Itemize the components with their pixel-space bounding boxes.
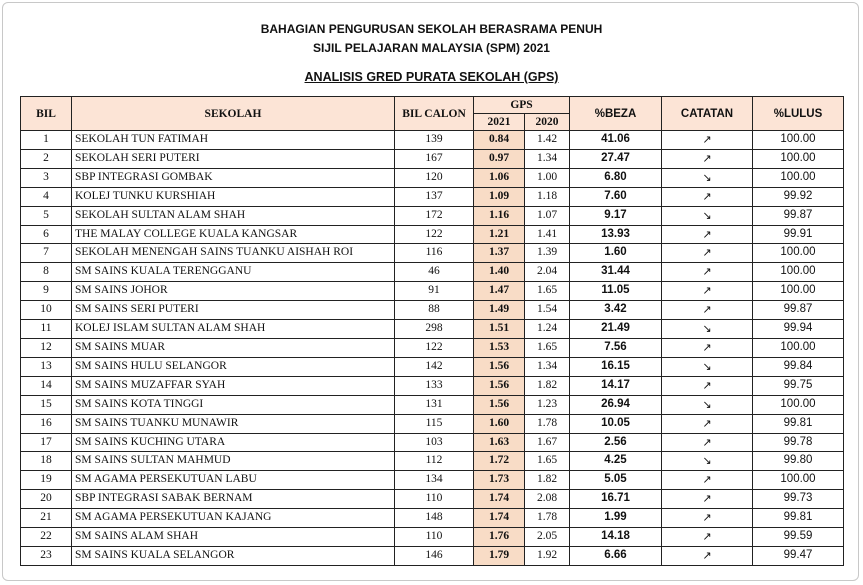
row-lulus: 99.94 <box>753 320 844 339</box>
row-lulus: 99.87 <box>753 301 844 320</box>
row-bil: 13 <box>21 357 72 376</box>
row-catatan <box>662 244 753 263</box>
row-lulus: 100.00 <box>753 263 844 282</box>
row-bil: 2 <box>21 149 72 168</box>
row-sekolah: SM SAINS KOTA TINGGI <box>72 395 395 414</box>
row-catatan <box>662 546 753 565</box>
row-beza: 26.94 <box>570 395 662 414</box>
row-lulus: 99.84 <box>753 357 844 376</box>
table-row <box>21 357 844 376</box>
arrow-up-right-icon: ↗ <box>702 473 712 487</box>
row-gps-2020: 1.41 <box>525 225 570 244</box>
col-bil-calon: BIL CALON <box>395 97 474 131</box>
row-bil: 4 <box>21 187 72 206</box>
row-beza: 27.47 <box>570 149 662 168</box>
arrow-up-right-icon: ↗ <box>702 530 712 544</box>
row-bil: 22 <box>21 528 72 547</box>
table-row <box>21 414 844 433</box>
row-beza: 14.17 <box>570 376 662 395</box>
row-sekolah: SBP INTEGRASI SABAK BERNAM <box>72 490 395 509</box>
row-bil: 12 <box>21 338 72 357</box>
table-row <box>21 395 844 414</box>
row-gps-2020: 1.07 <box>525 206 570 225</box>
col-lulus: %LULUS <box>753 97 844 131</box>
table-row <box>21 528 844 547</box>
row-catatan <box>662 168 753 187</box>
row-sekolah: SEKOLAH MENENGAH SAINS TUANKU AISHAH ROI <box>72 244 395 263</box>
row-gps-2020: 1.24 <box>525 320 570 339</box>
row-bil-calon: 116 <box>395 244 474 263</box>
row-gps-2021: 1.56 <box>474 395 525 414</box>
row-lulus: 100.00 <box>753 131 844 150</box>
gps-table <box>20 96 844 566</box>
col-gps: GPS <box>474 97 570 114</box>
row-beza: 5.05 <box>570 471 662 490</box>
row-sekolah: KOLEJ TUNKU KURSHIAH <box>72 187 395 206</box>
row-beza: 16.71 <box>570 490 662 509</box>
row-bil-calon: 134 <box>395 471 474 490</box>
row-lulus: 100.00 <box>753 244 844 263</box>
row-sekolah: SM AGAMA PERSEKUTUAN KAJANG <box>72 509 395 528</box>
row-gps-2020: 1.34 <box>525 357 570 376</box>
row-lulus: 99.87 <box>753 206 844 225</box>
row-gps-2021: 1.73 <box>474 471 525 490</box>
report-title-analysis <box>0 70 863 84</box>
row-lulus: 99.75 <box>753 376 844 395</box>
row-lulus: 99.91 <box>753 225 844 244</box>
row-catatan <box>662 509 753 528</box>
row-bil: 16 <box>21 414 72 433</box>
row-gps-2021: 1.47 <box>474 282 525 301</box>
row-lulus: 100.00 <box>753 395 844 414</box>
arrow-down-right-icon: ↘ <box>702 170 712 184</box>
row-catatan <box>662 282 753 301</box>
row-bil-calon: 146 <box>395 546 474 565</box>
row-bil-calon: 139 <box>395 131 474 150</box>
row-beza: 7.56 <box>570 338 662 357</box>
row-gps-2020: 1.78 <box>525 509 570 528</box>
row-beza: 16.15 <box>570 357 662 376</box>
row-gps-2020: 1.42 <box>525 131 570 150</box>
table-row <box>21 301 844 320</box>
arrow-up-right-icon: ↗ <box>702 511 712 525</box>
row-bil: 1 <box>21 131 72 150</box>
row-beza: 6.66 <box>570 546 662 565</box>
report-title-exam: SIJIL PELAJARAN MALAYSIA (SPM) 2021 <box>313 41 550 55</box>
row-gps-2021: 1.60 <box>474 414 525 433</box>
row-beza: 4.25 <box>570 452 662 471</box>
row-gps-2021: 1.72 <box>474 452 525 471</box>
row-bil-calon: 112 <box>395 452 474 471</box>
table-row <box>21 376 844 395</box>
row-catatan <box>662 206 753 225</box>
row-catatan <box>662 263 753 282</box>
row-catatan <box>662 414 753 433</box>
row-lulus: 99.47 <box>753 546 844 565</box>
arrow-down-right-icon: ↘ <box>702 359 712 373</box>
row-bil-calon: 142 <box>395 357 474 376</box>
row-catatan <box>662 338 753 357</box>
row-lulus: 100.00 <box>753 471 844 490</box>
row-bil: 6 <box>21 225 72 244</box>
row-sekolah: KOLEJ ISLAM SULTAN ALAM SHAH <box>72 320 395 339</box>
row-bil: 14 <box>21 376 72 395</box>
row-lulus: 99.81 <box>753 414 844 433</box>
row-bil: 21 <box>21 509 72 528</box>
row-gps-2020: 1.34 <box>525 149 570 168</box>
row-bil-calon: 137 <box>395 187 474 206</box>
row-gps-2020: 1.82 <box>525 471 570 490</box>
table-row <box>21 509 844 528</box>
row-beza: 3.42 <box>570 301 662 320</box>
row-beza: 2.56 <box>570 433 662 452</box>
row-sekolah: SM SAINS MUAR <box>72 338 395 357</box>
row-lulus: 99.92 <box>753 187 844 206</box>
row-lulus: 100.00 <box>753 168 844 187</box>
row-bil-calon: 122 <box>395 338 474 357</box>
row-catatan <box>662 131 753 150</box>
row-beza: 1.60 <box>570 244 662 263</box>
row-gps-2021: 1.79 <box>474 546 525 565</box>
arrow-up-right-icon: ↗ <box>702 227 712 241</box>
table-row <box>21 320 844 339</box>
row-beza: 21.49 <box>570 320 662 339</box>
row-bil: 18 <box>21 452 72 471</box>
row-gps-2020: 1.39 <box>525 244 570 263</box>
arrow-up-right-icon: ↗ <box>702 151 712 165</box>
row-sekolah: SM SAINS KUCHING UTARA <box>72 433 395 452</box>
table-row <box>21 490 844 509</box>
row-bil-calon: 133 <box>395 376 474 395</box>
table-row <box>21 263 844 282</box>
row-catatan <box>662 357 753 376</box>
row-catatan <box>662 490 753 509</box>
row-gps-2021: 1.56 <box>474 376 525 395</box>
arrow-up-right-icon: ↗ <box>702 416 712 430</box>
row-gps-2020: 1.65 <box>525 452 570 471</box>
row-bil-calon: 122 <box>395 225 474 244</box>
row-bil-calon: 110 <box>395 528 474 547</box>
row-lulus: 100.00 <box>753 282 844 301</box>
row-lulus: 99.73 <box>753 490 844 509</box>
arrow-up-right-icon: ↗ <box>702 378 712 392</box>
row-gps-2021: 0.84 <box>474 131 525 150</box>
row-catatan <box>662 187 753 206</box>
row-bil-calon: 88 <box>395 301 474 320</box>
arrow-up-right-icon: ↗ <box>702 548 712 562</box>
row-bil: 11 <box>21 320 72 339</box>
arrow-up-right-icon: ↗ <box>702 265 712 279</box>
row-gps-2020: 2.08 <box>525 490 570 509</box>
row-gps-2020: 2.04 <box>525 263 570 282</box>
row-sekolah: SM SAINS JOHOR <box>72 282 395 301</box>
arrow-up-right-icon: ↗ <box>702 133 712 146</box>
table-row <box>21 225 844 244</box>
row-beza: 31.44 <box>570 263 662 282</box>
arrow-up-right-icon: ↗ <box>702 284 712 298</box>
arrow-down-right-icon: ↘ <box>702 454 712 468</box>
row-beza: 41.06 <box>570 131 662 150</box>
row-bil: 3 <box>21 168 72 187</box>
row-gps-2020: 1.18 <box>525 187 570 206</box>
table-row <box>21 433 844 452</box>
row-beza: 10.05 <box>570 414 662 433</box>
col-sekolah: SEKOLAH <box>72 97 395 131</box>
row-gps-2021: 1.63 <box>474 433 525 452</box>
table-row <box>21 187 844 206</box>
row-sekolah: SM SAINS TUANKU MUNAWIR <box>72 414 395 433</box>
col-catatan: CATATAN <box>662 97 753 131</box>
row-bil: 8 <box>21 263 72 282</box>
row-catatan <box>662 225 753 244</box>
row-sekolah: SM SAINS SULTAN MAHMUD <box>72 452 395 471</box>
row-sekolah: SM SAINS SERI PUTERI <box>72 301 395 320</box>
table-row <box>21 206 844 225</box>
row-gps-2020: 1.65 <box>525 282 570 301</box>
row-sekolah: SEKOLAH SULTAN ALAM SHAH <box>72 206 395 225</box>
row-gps-2021: 1.16 <box>474 206 525 225</box>
row-beza: 14.18 <box>570 528 662 547</box>
row-gps-2020: 1.00 <box>525 168 570 187</box>
row-sekolah: SEKOLAH SERI PUTERI <box>72 149 395 168</box>
arrow-up-right-icon: ↗ <box>702 303 712 317</box>
table-row <box>21 244 844 263</box>
analysis-heading: ANALISIS GRED PURATA SEKOLAH (GPS) <box>304 70 559 84</box>
table-row <box>21 131 844 150</box>
row-sekolah: SM SAINS KUALA SELANGOR <box>72 546 395 565</box>
row-beza: 11.05 <box>570 282 662 301</box>
row-bil: 9 <box>21 282 72 301</box>
row-catatan <box>662 471 753 490</box>
arrow-down-right-icon: ↘ <box>702 397 712 411</box>
row-lulus: 99.78 <box>753 433 844 452</box>
table-row <box>21 471 844 490</box>
row-bil: 17 <box>21 433 72 452</box>
row-gps-2020: 1.54 <box>525 301 570 320</box>
table-row <box>21 168 844 187</box>
row-lulus: 99.81 <box>753 509 844 528</box>
row-gps-2021: 1.40 <box>474 263 525 282</box>
row-gps-2020: 1.65 <box>525 338 570 357</box>
row-beza: 13.93 <box>570 225 662 244</box>
col-gps-2020: 2020 <box>525 114 570 131</box>
row-sekolah: SBP INTEGRASI GOMBAK <box>72 168 395 187</box>
row-lulus: 99.59 <box>753 528 844 547</box>
arrow-up-right-icon: ↗ <box>702 246 712 260</box>
table-row <box>21 282 844 301</box>
row-gps-2021: 1.76 <box>474 528 525 547</box>
row-bil: 5 <box>21 206 72 225</box>
table-row <box>21 452 844 471</box>
row-bil: 7 <box>21 244 72 263</box>
row-gps-2020: 2.05 <box>525 528 570 547</box>
row-gps-2021: 1.53 <box>474 338 525 357</box>
row-bil-calon: 131 <box>395 395 474 414</box>
row-catatan <box>662 528 753 547</box>
row-sekolah: SM SAINS ALAM SHAH <box>72 528 395 547</box>
row-sekolah: SM SAINS HULU SELANGOR <box>72 357 395 376</box>
row-gps-2021: 1.56 <box>474 357 525 376</box>
arrow-up-right-icon: ↗ <box>702 492 712 506</box>
row-gps-2021: 1.74 <box>474 490 525 509</box>
row-catatan <box>662 395 753 414</box>
row-lulus: 99.80 <box>753 452 844 471</box>
row-gps-2021: 1.21 <box>474 225 525 244</box>
row-beza: 9.17 <box>570 206 662 225</box>
row-gps-2020: 1.92 <box>525 546 570 565</box>
row-gps-2020: 1.82 <box>525 376 570 395</box>
row-bil-calon: 298 <box>395 320 474 339</box>
row-gps-2020: 1.23 <box>525 395 570 414</box>
row-lulus: 100.00 <box>753 149 844 168</box>
row-sekolah: THE MALAY COLLEGE KUALA KANGSAR <box>72 225 395 244</box>
row-gps-2021: 1.06 <box>474 168 525 187</box>
row-gps-2020: 1.67 <box>525 433 570 452</box>
row-beza: 6.80 <box>570 168 662 187</box>
col-gps-2021: 2021 <box>474 114 525 131</box>
row-bil-calon: 110 <box>395 490 474 509</box>
arrow-down-right-icon: ↘ <box>702 208 712 222</box>
row-bil-calon: 167 <box>395 149 474 168</box>
row-bil: 20 <box>21 490 72 509</box>
table-row <box>21 338 844 357</box>
row-gps-2020: 1.78 <box>525 414 570 433</box>
table-row <box>21 149 844 168</box>
row-catatan <box>662 320 753 339</box>
row-sekolah: SEKOLAH TUN FATIMAH <box>72 131 395 150</box>
row-catatan <box>662 433 753 452</box>
row-bil-calon: 148 <box>395 509 474 528</box>
row-catatan <box>662 149 753 168</box>
row-bil-calon: 115 <box>395 414 474 433</box>
col-beza: %BEZA <box>570 97 662 131</box>
row-catatan <box>662 301 753 320</box>
arrow-up-right-icon: ↗ <box>702 435 712 449</box>
report-title-department: BAHAGIAN PENGURUSAN SEKOLAH BERASRAMA PENUH <box>260 22 603 36</box>
row-beza: 1.99 <box>570 509 662 528</box>
table-row <box>21 546 844 565</box>
col-bil: BIL <box>21 97 72 131</box>
row-bil: 19 <box>21 471 72 490</box>
row-gps-2021: 1.37 <box>474 244 525 263</box>
row-bil-calon: 103 <box>395 433 474 452</box>
row-gps-2021: 1.49 <box>474 301 525 320</box>
row-bil: 10 <box>21 301 72 320</box>
row-bil: 15 <box>21 395 72 414</box>
row-sekolah: SM SAINS KUALA TERENGGANU <box>72 263 395 282</box>
row-bil-calon: 46 <box>395 263 474 282</box>
row-bil-calon: 172 <box>395 206 474 225</box>
row-sekolah: SM SAINS MUZAFFAR SYAH <box>72 376 395 395</box>
row-gps-2021: 0.97 <box>474 149 525 168</box>
row-catatan <box>662 452 753 471</box>
arrow-up-right-icon: ↗ <box>702 189 712 203</box>
row-gps-2021: 1.51 <box>474 320 525 339</box>
header-row <box>21 97 844 114</box>
row-bil-calon: 91 <box>395 282 474 301</box>
row-lulus: 100.00 <box>753 338 844 357</box>
row-bil: 23 <box>21 546 72 565</box>
row-gps-2021: 1.09 <box>474 187 525 206</box>
row-sekolah: SM AGAMA PERSEKUTUAN LABU <box>72 471 395 490</box>
row-gps-2021: 1.74 <box>474 509 525 528</box>
row-catatan <box>662 376 753 395</box>
arrow-down-right-icon: ↘ <box>702 322 712 336</box>
arrow-up-right-icon: ↗ <box>702 340 712 354</box>
row-bil-calon: 120 <box>395 168 474 187</box>
row-beza: 7.60 <box>570 187 662 206</box>
